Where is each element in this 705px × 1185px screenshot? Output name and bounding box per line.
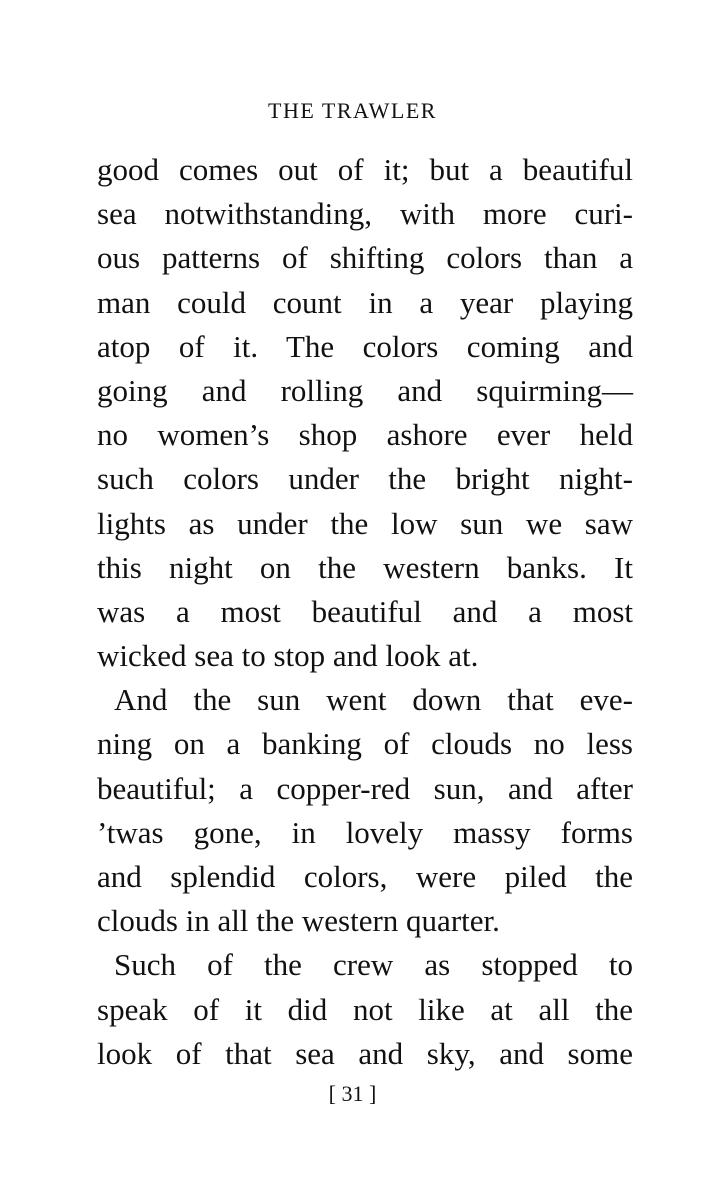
paragraph-start-line: And the sun went down that eve- [114, 682, 633, 718]
text-line: speak of it did not like at all the [97, 991, 633, 1027]
paragraph-end-line: clouds in all the western quarter. [97, 903, 500, 939]
text-line: and splendid colors, were piled the [97, 859, 633, 894]
text-line: sea notwithstanding, with more curi- [97, 196, 633, 232]
page-number: [ 31 ] [328, 1081, 377, 1106]
text-line: was a most beautiful and a most [97, 593, 633, 629]
text-line: beautiful; a copper-red sun, and after [97, 770, 633, 806]
text-line: going and rolling and squirming— [97, 372, 633, 408]
text-line: good comes out of it; but a beautiful [97, 152, 633, 187]
text-line: this night on the western banks. It [97, 549, 633, 585]
text-line: such colors under the bright night- [97, 461, 633, 497]
text-line: lights as under the low sun we saw [97, 505, 633, 541]
text-line: ning on a banking of clouds no less [97, 726, 633, 762]
text-line: ’twas gone, in lovely massy forms [97, 814, 633, 850]
body-text [97, 148, 633, 1076]
paragraph-start-line: Such of the crew as stopped to [114, 947, 633, 983]
text-line: no women’s shop ashore ever held [97, 417, 633, 453]
text-line: ous patterns of shifting colors than a [97, 240, 633, 276]
paragraph-end-line: wicked sea to stop and look at. [97, 638, 479, 674]
text-line: atop of it. The colors coming and [97, 328, 633, 364]
text-line: look of that sea and sky, and some [97, 1035, 633, 1071]
text-line: man could count in a year playing [97, 284, 633, 320]
running-head-title: THE TRAWLER [268, 98, 437, 123]
